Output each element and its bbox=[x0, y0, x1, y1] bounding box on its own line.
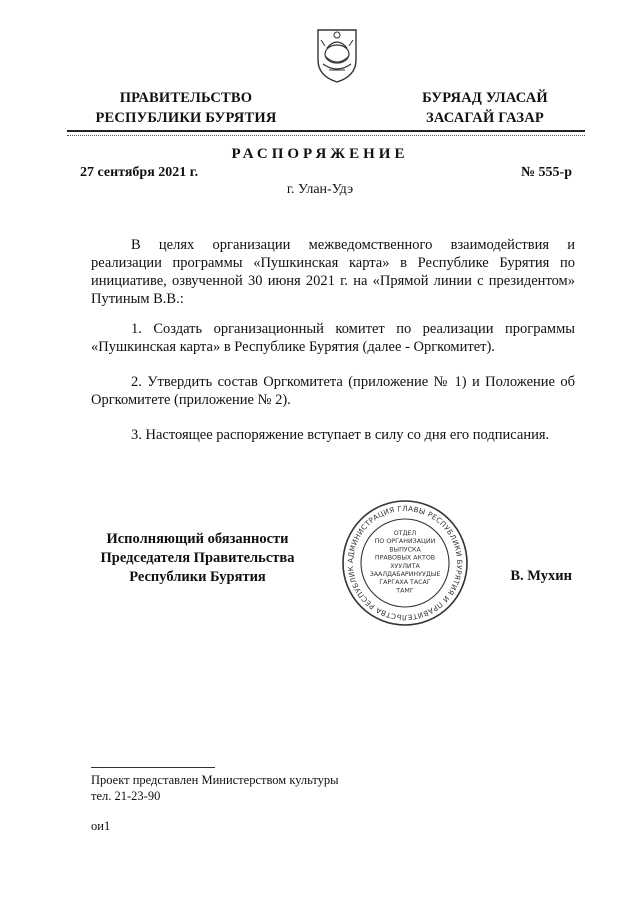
stamp-ring-text: АДМИНИСТРАЦИЯ ГЛАВЫ РЕСПУБЛИКИ БУРЯТИЯ И ПРАВИТЕЛЬСТВА РЕСПУБЛИК bbox=[345, 503, 465, 623]
signature-position bbox=[80, 530, 315, 587]
header-right bbox=[390, 88, 580, 128]
document-date: 27 сентября 2021 г. bbox=[80, 165, 199, 180]
header-divider bbox=[67, 130, 585, 132]
stamp-inner-text bbox=[370, 530, 441, 594]
intro-paragraph: В целях организации межведомственного взаимодействия и реализации программы «Пушкинская карта» в Республике Бурятия по инициативе, озвученной 30 июня 2021 г. на «Прямой линии с президентом» Путиным В.В.: bbox=[91, 237, 575, 307]
item-3: 3. Настоящее распоряжение вступает в силу со дня его подписания. bbox=[131, 427, 550, 443]
stamp-inner-line: ПРАВОВЫХ АКТОВ bbox=[374, 554, 436, 562]
footer-note bbox=[91, 772, 339, 804]
document-city: г. Улан-Удэ bbox=[286, 182, 354, 197]
footer-code: ои1 bbox=[91, 819, 111, 833]
signature-line3: Республики Бурятия bbox=[129, 569, 266, 585]
stamp-inner-line: ПО ОРГАНИЗАЦИИ bbox=[374, 538, 436, 546]
footer-line2: тел. 21-23-90 bbox=[91, 789, 161, 803]
item-2: 2. Утвердить состав Оргкомитета (приложение № 1) и Положение об Оргкомитете (приложение № 2). bbox=[91, 374, 575, 408]
document-title: РАСПОРЯЖЕНИЕ bbox=[231, 146, 409, 162]
stamp-inner-line: ХУУЛИТА bbox=[390, 562, 420, 570]
document-number: № 555-р bbox=[520, 165, 572, 180]
stamp-inner-line: ВЫПУСКА bbox=[389, 546, 421, 554]
header-left-line2: РЕСПУБЛИКИ БУРЯТИЯ bbox=[95, 110, 277, 126]
item-1: 1. Создать организационный комитет по реализации программы «Пушкинская карта» в Республике Бурятия (далее - Оргкомитет). bbox=[91, 321, 575, 355]
header-right-line2: ЗАСАГАЙ ГАЗАР bbox=[426, 110, 544, 126]
header-divider-dotted bbox=[67, 135, 585, 136]
header-left bbox=[70, 88, 302, 128]
header-left-line1: ПРАВИТЕЛЬСТВО bbox=[119, 90, 253, 106]
signature-line1: Исполняющий обязанности bbox=[106, 531, 289, 547]
footer-rule bbox=[91, 767, 215, 768]
signature-line2: Председателя Правительства bbox=[100, 550, 295, 566]
signatory-name: В. Мухин bbox=[510, 568, 572, 584]
stamp-inner-line: ЗААЛДАБАРИНУУДЫЕ bbox=[369, 571, 441, 578]
header-right-line1: БУРЯАД УЛАСАЙ bbox=[422, 90, 548, 106]
stamp-inner-line: ГАРГАХА ТАСАГ bbox=[379, 579, 431, 587]
stamp-inner-line: ТАМГ bbox=[396, 587, 414, 595]
stamp-inner-line: ОТДЕЛ bbox=[393, 530, 417, 537]
official-stamp bbox=[340, 498, 470, 628]
coat-of-arms-icon bbox=[315, 26, 359, 84]
footer-line1: Проект представлен Министерством культуры bbox=[91, 773, 339, 787]
